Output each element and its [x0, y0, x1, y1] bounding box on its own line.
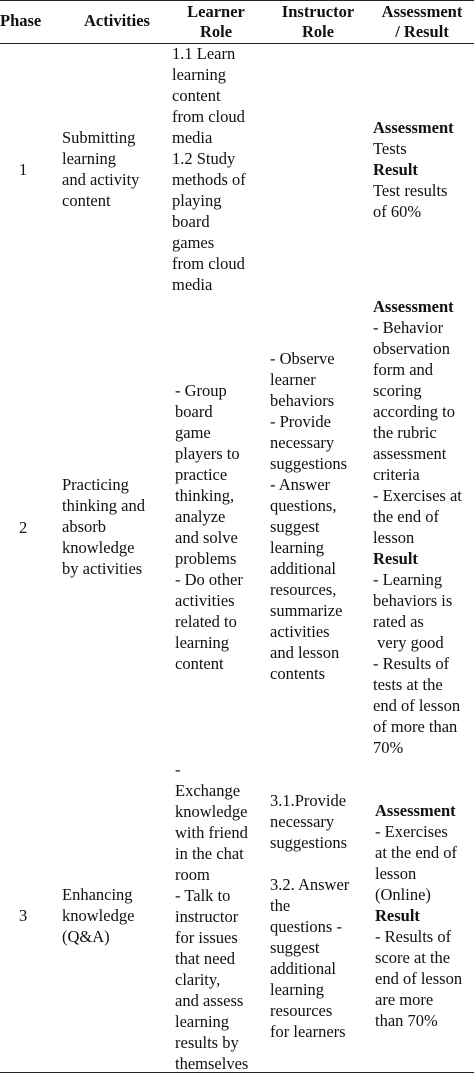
result-text: Test results of 60%: [373, 181, 448, 221]
row-1-learner-role: 1.1 Learn learning content from cloud media 1.2 Study methods of playing board games from cloud media: [172, 44, 246, 294]
row-3-activities: Enhancing knowledge (Q&A): [62, 885, 135, 946]
result-text: - Results of score at the end of lesson are more than 70%: [375, 927, 463, 1030]
row-2-activities: Practicing thinking and absorb knowledge by activities: [62, 475, 145, 578]
result-label: Result: [375, 906, 420, 925]
result-text: - Learning behaviors is rated as very good - Results of tests at the end of lesson of more than 70%: [373, 570, 461, 757]
row-3-phase: 3: [19, 906, 28, 925]
row-3-instructor-role-a: 3.1.Provide necessary suggestions: [270, 791, 348, 852]
row-1-activities: Submitting learning and activity content: [62, 128, 140, 210]
header-instructor-role: Instructor Role: [281, 2, 355, 41]
row-3-learner-role: - Exchange knowledge with friend in the chat room - Talk to instructor for issues that need clarity, and assess learning results by themselves: [175, 760, 249, 1073]
header-activities: Activities: [84, 11, 150, 30]
row-3-assessment: [375, 800, 462, 1031]
assessment-label: Assessment: [373, 118, 454, 137]
row-2-phase: 2: [19, 518, 28, 537]
assessment-text: Tests: [373, 139, 407, 158]
header-learner-role: Learner Role: [187, 2, 245, 41]
assessment-label: Assessment: [375, 801, 456, 820]
assessment-text: - Behavior observation form and scoring according to the rubric assessment criteria - Exercises at the end of lesson: [373, 318, 462, 547]
header-assessment-result: Assessment / Result: [381, 2, 463, 41]
result-label: Result: [373, 549, 418, 568]
row-2-assessment: [373, 296, 462, 758]
row-1-assessment: [373, 117, 454, 222]
assessment-text: - Exercises at the end of lesson (Online): [375, 822, 458, 904]
row-3-instructor-role-b: 3.2. Answer the questions - suggest additional learning resources for learners: [270, 875, 350, 1041]
result-label: Result: [373, 160, 418, 179]
row-2-instructor-role: - Observe learner behaviors - Provide necessary suggestions - Answer questions, suggest learning additional resources, summarize activities and lesson contents: [270, 349, 348, 683]
table-top-rule: [0, 0, 474, 1]
header-phase: Phase: [0, 11, 42, 30]
row-2-learner-role: - Group board game players to practice thinking, analyze and solve problems - Do other activities related to learning content: [175, 381, 243, 673]
row-1-phase: 1: [19, 160, 28, 179]
assessment-label: Assessment: [373, 297, 454, 316]
